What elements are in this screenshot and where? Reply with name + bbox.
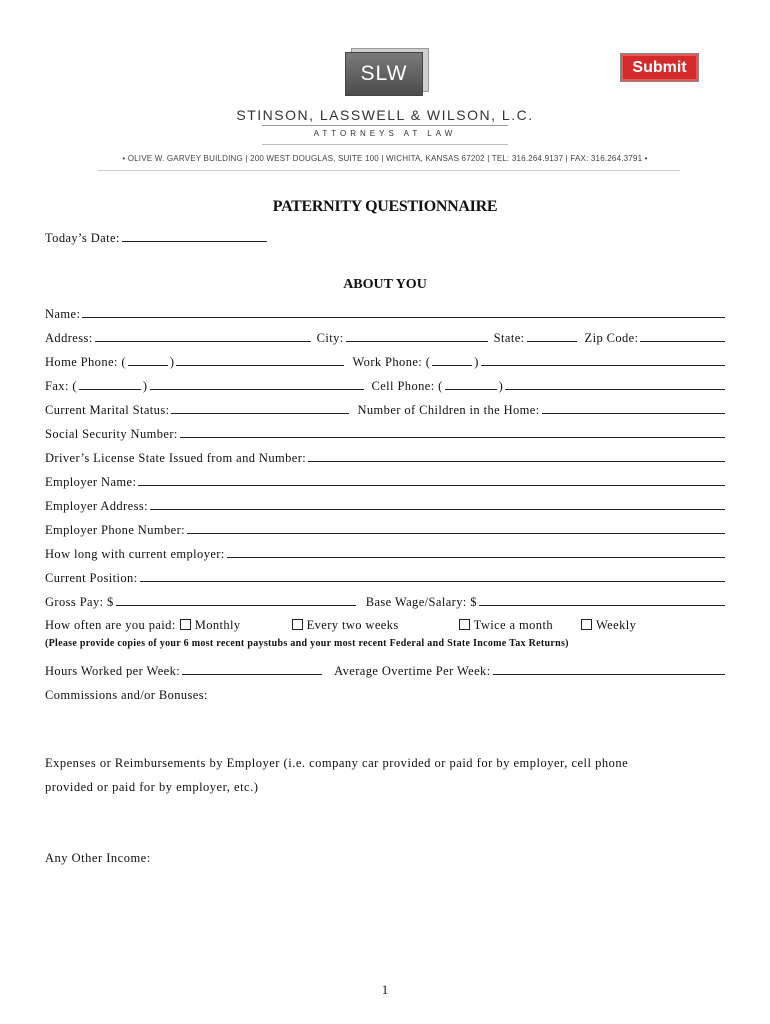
- submit-button[interactable]: Submit: [620, 53, 699, 82]
- cell-phone-label: Cell Phone: (: [371, 379, 443, 393]
- city-field[interactable]: [346, 341, 488, 342]
- hours-row: [45, 659, 725, 679]
- fax-field[interactable]: [150, 389, 364, 390]
- cell-phone-area-field[interactable]: [445, 389, 497, 390]
- base-wage-label: Base Wage/Salary: $: [365, 595, 477, 609]
- how-long-field[interactable]: [227, 557, 725, 558]
- home-phone-label: Home Phone: (: [45, 355, 126, 369]
- expenses-text: [45, 751, 725, 799]
- section-title: ABOUT YOU: [343, 277, 427, 292]
- twice-a-month-label: Twice a month: [473, 618, 553, 632]
- monthly-label: Monthly: [194, 618, 241, 632]
- paren-close: ): [169, 355, 175, 369]
- ssn-row: [45, 422, 725, 442]
- expenses-line-2: provided or paid for by employer, etc.): [45, 780, 259, 794]
- paren-close: ): [142, 379, 148, 393]
- marital-status-label: Current Marital Status:: [45, 403, 170, 417]
- ssn-field[interactable]: [180, 437, 725, 438]
- weekly-checkbox[interactable]: [581, 619, 592, 630]
- employer-name-field[interactable]: [138, 485, 725, 486]
- children-label: Number of Children in the Home:: [357, 403, 540, 417]
- fax-row: [45, 374, 725, 394]
- employer-address-row: [45, 494, 725, 514]
- todays-date-row: [45, 226, 725, 246]
- base-wage-field[interactable]: [479, 605, 725, 606]
- fax-label: Fax: (: [45, 379, 77, 393]
- monthly-checkbox[interactable]: [180, 619, 191, 630]
- every-two-weeks-checkbox[interactable]: [292, 619, 303, 630]
- marital-status-field[interactable]: [171, 413, 349, 414]
- position-label: Current Position:: [45, 571, 138, 585]
- employer-address-field[interactable]: [150, 509, 725, 510]
- pay-row: [45, 590, 725, 610]
- employer-phone-field[interactable]: [187, 533, 725, 534]
- pay-frequency-row: [45, 613, 725, 633]
- firm-subtitle: ATTORNEYS AT LAW: [313, 129, 457, 138]
- page-number: 1: [381, 982, 389, 997]
- name-row: [45, 302, 725, 322]
- address-label: Address:: [45, 331, 93, 345]
- employer-name-label: Employer Name:: [45, 475, 137, 489]
- city-label: City:: [316, 331, 344, 345]
- how-long-row: [45, 542, 725, 562]
- how-long-label: How long with current employer:: [45, 547, 225, 561]
- fax-area-field[interactable]: [79, 389, 141, 390]
- commissions-label: Commissions and/or Bonuses:: [45, 688, 208, 702]
- children-field[interactable]: [542, 413, 725, 414]
- drivers-license-label: Driver’s License State Issued from and Number:: [45, 451, 307, 465]
- employer-address-label: Employer Address:: [45, 499, 148, 513]
- position-field[interactable]: [140, 581, 725, 582]
- home-phone-field[interactable]: [176, 365, 344, 366]
- other-income-label: Any Other Income:: [45, 851, 151, 865]
- zip-field[interactable]: [640, 341, 725, 342]
- name-label: Name:: [45, 307, 81, 321]
- logo-text: SLW: [345, 52, 423, 96]
- expenses-line-1: Expenses or Reimbursements by Employer (i.e. company car provided or paid for by employer, cell phone: [45, 756, 629, 770]
- divider: [98, 170, 680, 171]
- drivers-license-field[interactable]: [308, 461, 725, 462]
- firm-logo: [345, 52, 427, 96]
- drivers-license-row: [45, 446, 725, 466]
- address-field[interactable]: [95, 341, 311, 342]
- phone-row: [45, 350, 725, 370]
- gross-pay-field[interactable]: [116, 605, 356, 606]
- position-row: [45, 566, 725, 586]
- paren-close: ): [474, 355, 479, 369]
- how-often-label: How often are you paid:: [45, 618, 176, 632]
- cell-phone-field[interactable]: [505, 389, 725, 390]
- firm-name: STINSON, LASSWELL & WILSON, L.C.: [236, 107, 534, 123]
- page-title: PATERNITY QUESTIONNAIRE: [272, 198, 498, 215]
- every-two-weeks-label: Every two weeks: [306, 618, 399, 632]
- paren-close: ): [498, 379, 504, 393]
- home-phone-area-field[interactable]: [128, 365, 168, 366]
- employer-name-row: [45, 470, 725, 490]
- zip-label: Zip Code:: [584, 331, 639, 345]
- todays-date-label: Today’s Date:: [45, 231, 120, 245]
- firm-address: • OLIVE W. GARVEY BUILDING | 200 WEST DOUGLAS, SUITE 100 | WICHITA, KANSAS 67202 | TEL: 316.264.9137 | FAX: 316.264.3791 •: [122, 154, 648, 163]
- weekly-label: Weekly: [595, 618, 637, 632]
- hours-worked-field[interactable]: [182, 674, 322, 675]
- paystub-note: (Please provide copies of your 6 most recent paystubs and your most recent Federal and State Income Tax Returns): [45, 638, 569, 649]
- work-phone-area-field[interactable]: [432, 365, 472, 366]
- work-phone-label: Work Phone: (: [352, 355, 431, 369]
- divider: [262, 144, 508, 145]
- gross-pay-label: Gross Pay: $: [45, 595, 114, 609]
- work-phone-field[interactable]: [481, 365, 725, 366]
- hours-worked-label: Hours Worked per Week:: [45, 664, 181, 678]
- divider: [262, 125, 508, 126]
- ssn-label: Social Security Number:: [45, 427, 178, 441]
- twice-a-month-checkbox[interactable]: [459, 619, 470, 630]
- marital-row: [45, 398, 725, 418]
- name-field[interactable]: [82, 317, 725, 318]
- state-label: State:: [493, 331, 525, 345]
- employer-phone-row: [45, 518, 725, 538]
- avg-overtime-field[interactable]: [493, 674, 725, 675]
- state-field[interactable]: [527, 341, 577, 342]
- address-row: [45, 326, 725, 346]
- todays-date-field[interactable]: [122, 241, 267, 242]
- commissions-row: [45, 683, 725, 703]
- avg-overtime-label: Average Overtime Per Week:: [334, 664, 491, 678]
- employer-phone-label: Employer Phone Number:: [45, 523, 186, 537]
